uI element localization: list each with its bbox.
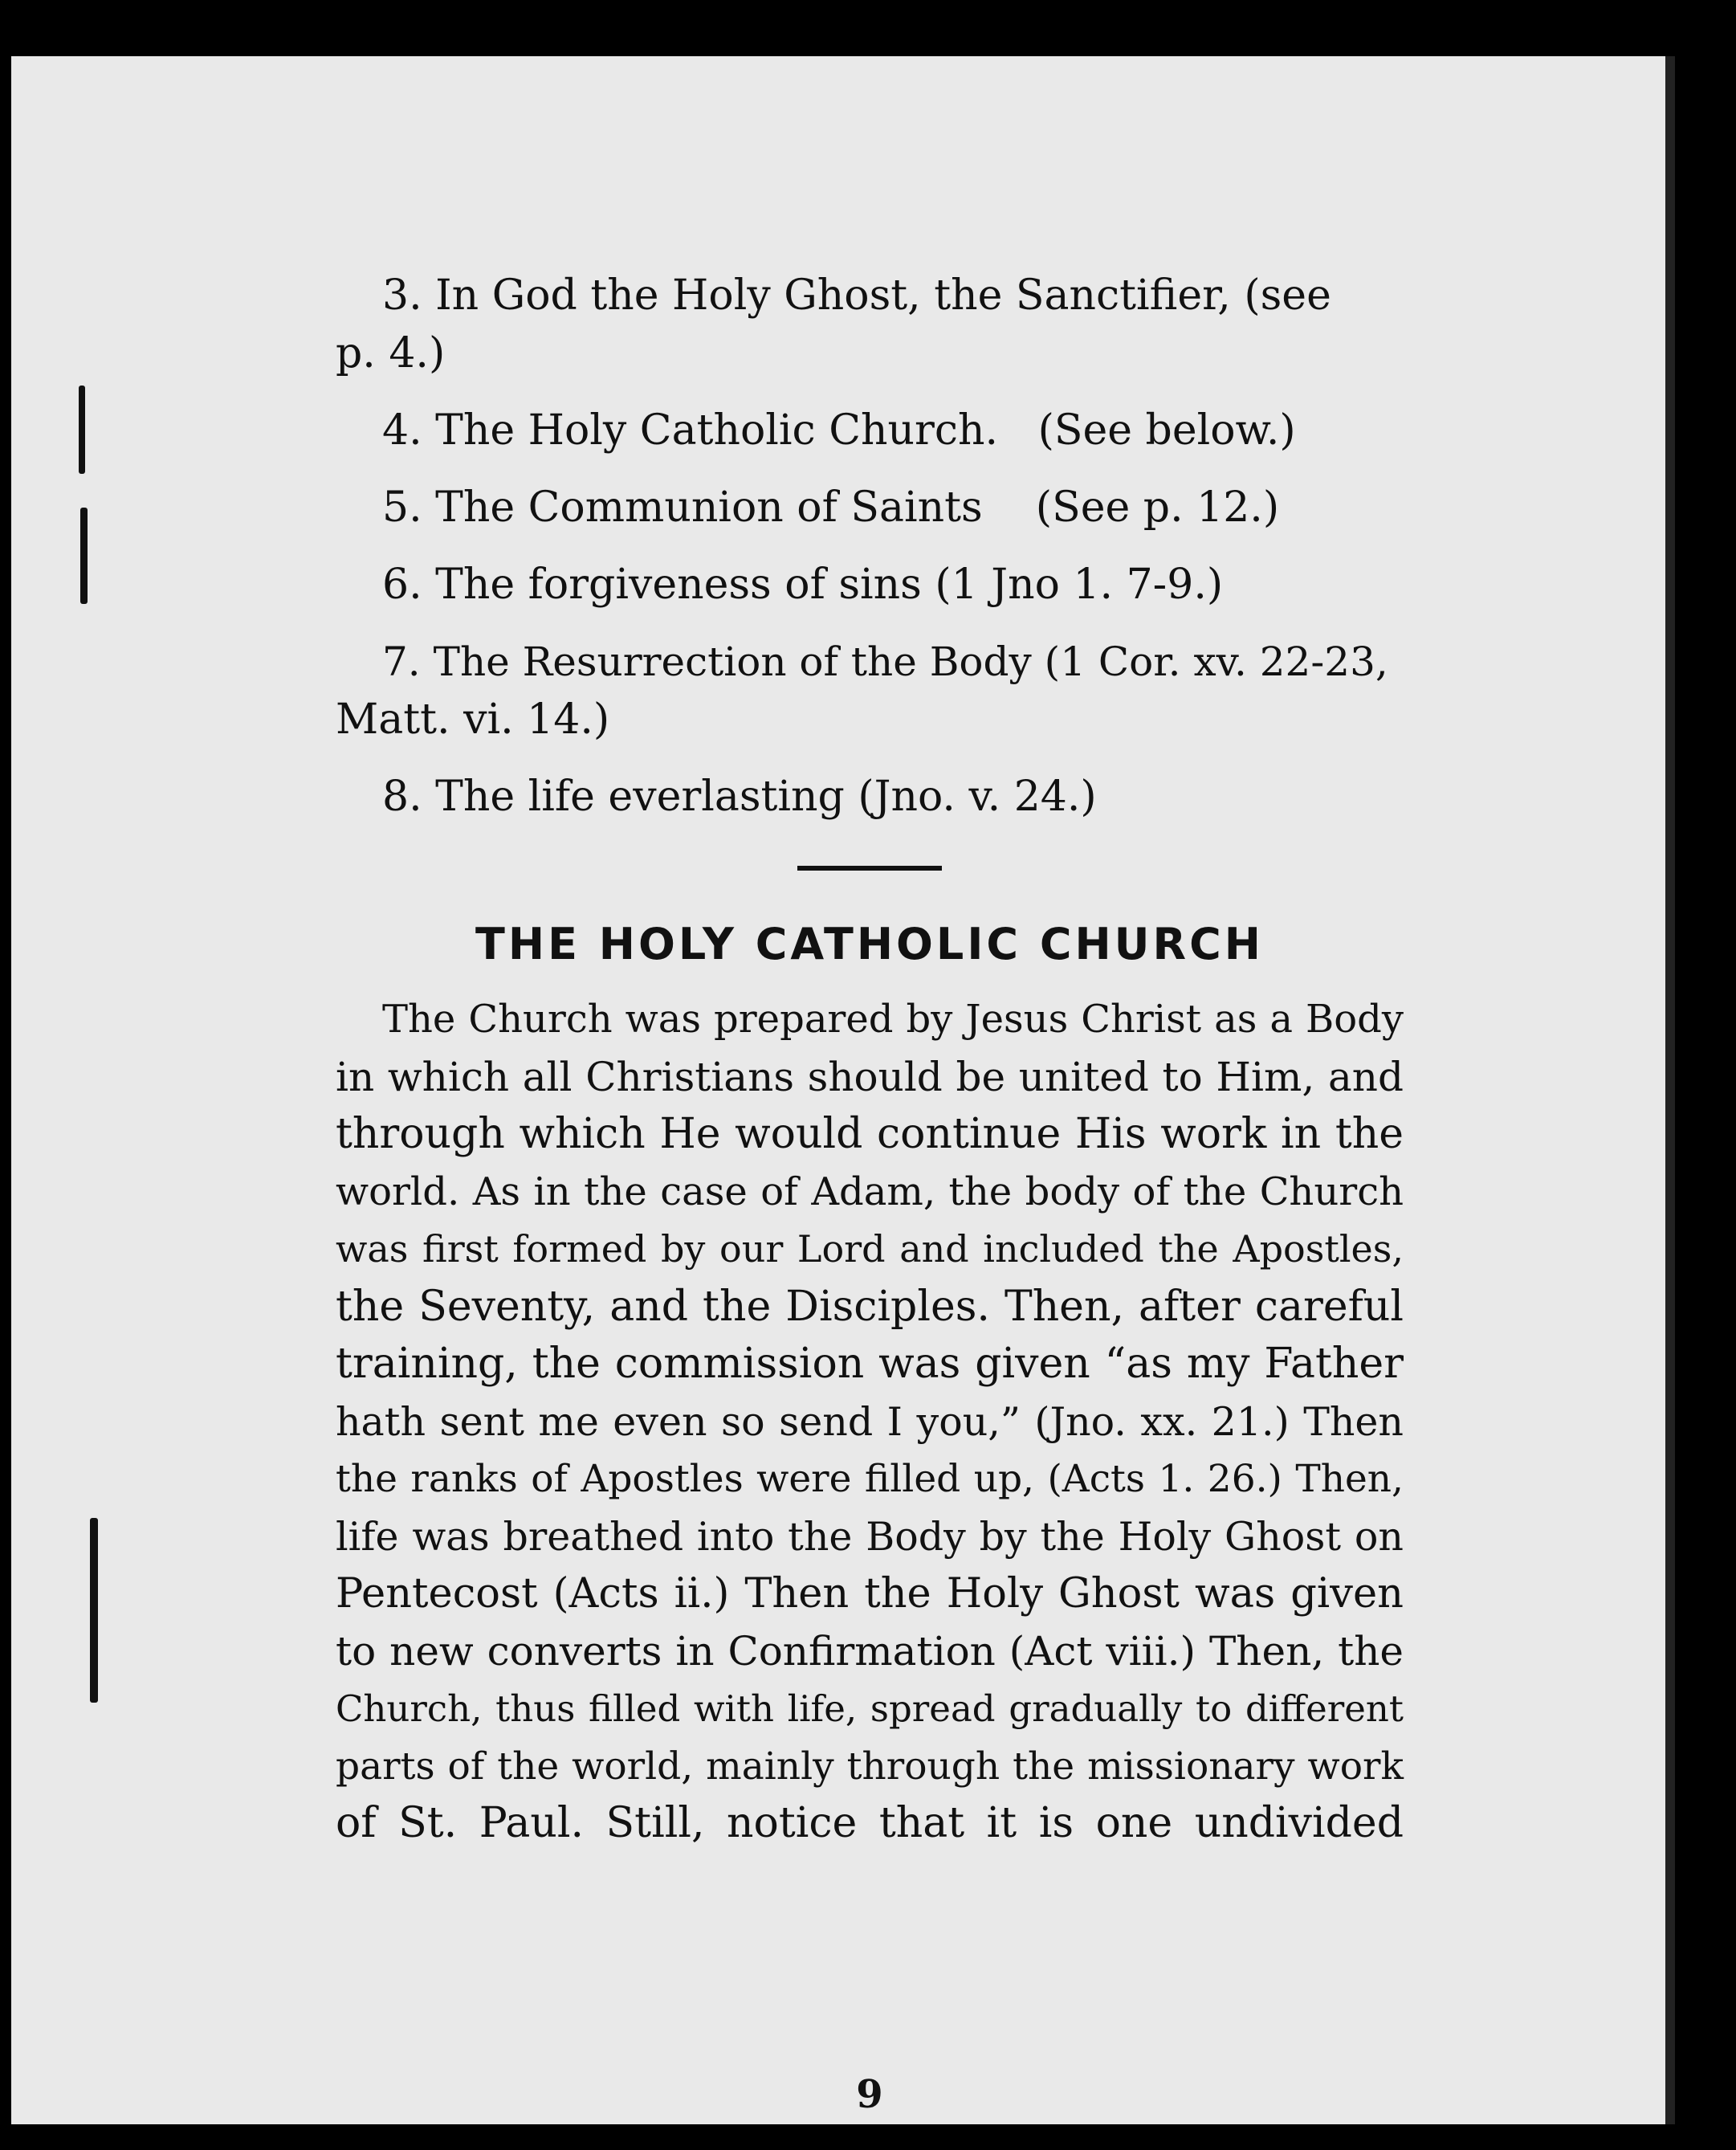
creed-item-7-line-2: Matt. vi. 14.) bbox=[336, 696, 610, 744]
paragraph-line: the ranks of Apostles were filled up, (Acts 1. 26.) Then, bbox=[336, 1457, 1404, 1501]
creed-item-5: 5. The Communion of Saints (See p. 12.) bbox=[382, 483, 1280, 532]
paragraph-line: to new converts in Confirmation (Act viii.) Then, the bbox=[336, 1627, 1404, 1675]
creed-item-8: 8. The life everlasting (Jno. v. 24.) bbox=[382, 773, 1097, 821]
paragraph-line: Pentecost (Acts ii.) Then the Holy Ghost was given bbox=[336, 1570, 1404, 1618]
binding-mark-middle bbox=[80, 508, 88, 604]
paragraph-line: in which all Christians should be united to Him, and bbox=[336, 1053, 1404, 1100]
section-divider bbox=[797, 866, 942, 871]
section-heading: THE HOLY CATHOLIC CHURCH bbox=[475, 919, 1264, 969]
creed-item-4: 4. The Holy Catholic Church. (See below.) bbox=[382, 406, 1296, 455]
paragraph-line: training, the commission was given “as my Father bbox=[336, 1340, 1404, 1388]
paragraph-line: of St. Paul. Still, notice that it is one undivided bbox=[336, 1799, 1404, 1847]
creed-item-3-line-2: p. 4.) bbox=[336, 329, 446, 377]
creed-item-7-line-1: 7. The Resurrection of the Body (1 Cor. xv. 22-23, bbox=[382, 638, 1388, 685]
creed-item-3-line-1: 3. In God the Holy Ghost, the Sanctifier, (see bbox=[382, 271, 1331, 320]
paragraph-line: the Seventy, and the Disciples. Then, after careful bbox=[336, 1282, 1404, 1331]
page-number: 9 bbox=[856, 2072, 883, 2117]
paragraph-line: The Church was prepared by Jesus Christ as a Body bbox=[382, 997, 1404, 1042]
paragraph-line: world. As in the case of Adam, the body of the Church bbox=[336, 1169, 1404, 1214]
paragraph-line: life was breathed into the Body by the Holy Ghost on bbox=[336, 1513, 1404, 1560]
page-content bbox=[336, 267, 1404, 2117]
paragraph-line: through which He would continue His work in the bbox=[336, 1110, 1404, 1158]
binding-mark-top bbox=[79, 386, 85, 474]
paragraph-line: hath sent me even so send I you,” (Jno. xx. 21.) Then bbox=[336, 1398, 1404, 1445]
binding-mark-bottom bbox=[90, 1518, 98, 1703]
paragraph-line: parts of the world, mainly through the missionary work bbox=[336, 1744, 1404, 1789]
paragraph-line: was first formed by our Lord and included the Apostles, bbox=[336, 1227, 1404, 1271]
section-paragraph bbox=[336, 991, 1404, 1853]
creed-item-6: 6. The forgiveness of sins (1 Jno 1. 7-9.) bbox=[382, 561, 1224, 609]
paragraph-line: Church, thus filled with life, spread gradually to different bbox=[336, 1687, 1404, 1730]
page-edge bbox=[1665, 56, 1675, 2124]
